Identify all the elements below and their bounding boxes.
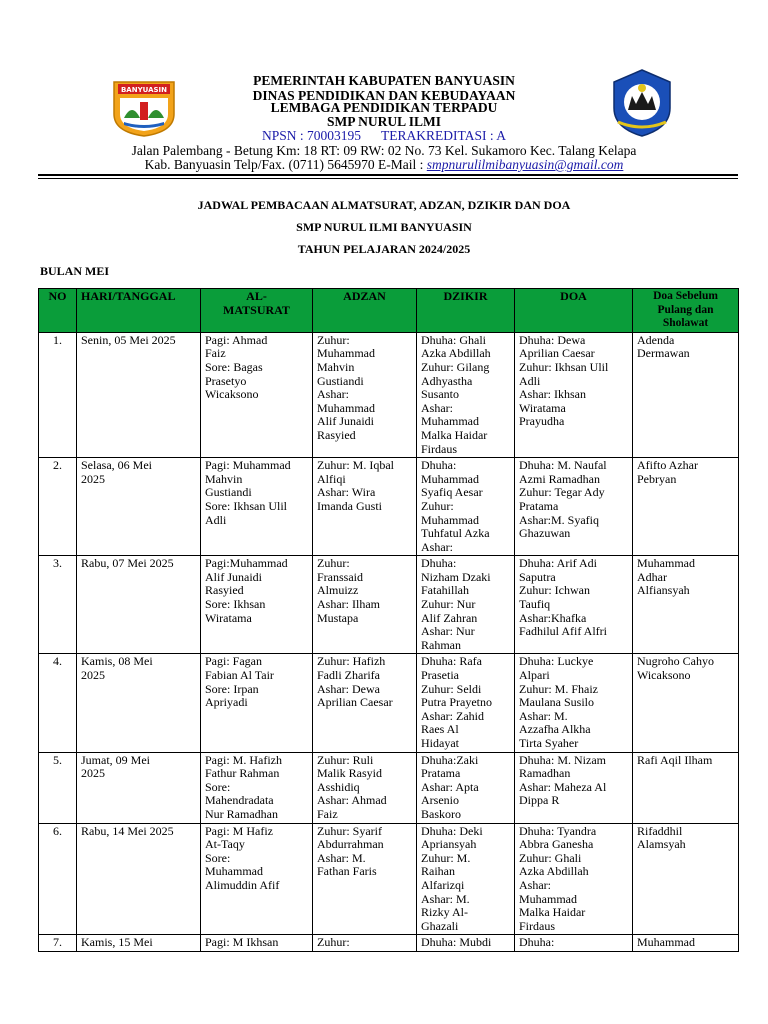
- row-adzan: Zuhur: Syarif Abdurrahman Ashar: M. Fathan Faris: [313, 823, 417, 935]
- row-doa: Dhuha: M. Nizam Ramadhan Ashar: Maheza Al Dippa R: [515, 752, 633, 823]
- row-pulang: Nugroho Cahyo Wicaksono: [633, 654, 739, 752]
- header-school-name: SMP NURUL ILMI: [326, 114, 441, 129]
- row-adzan: Zuhur: Muhammad Mahvin Gustiandi Ashar: Muhammad Alif Junaidi Rasyied: [313, 332, 417, 457]
- table-row: [39, 458, 739, 556]
- schedule-title: JADWAL PEMBACAAN ALMATSURAT, ADZAN, DZIKIR DAN DOA: [197, 198, 571, 212]
- row-dzikir: Dhuha:Zaki Pratama Ashar: Apta Arsenio Baskoro: [417, 752, 515, 823]
- row-pulang: Rifaddhil Alamsyah: [633, 823, 739, 935]
- row-almatsurat: Pagi: M Hafiz At-Taqy Sore: Muhammad Alimuddin Afif: [201, 823, 313, 935]
- row-almatsurat: Pagi: Muhammad Mahvin Gustiandi Sore: Ikhsan Ulil Adli: [201, 458, 313, 556]
- email-link[interactable]: smpnurulilmibanyuasin@gmail.com: [426, 157, 624, 172]
- row-almatsurat: Pagi:Muhammad Alif Junaidi Rasyied Sore: Ikhsan Wiratama: [201, 556, 313, 654]
- row-number: 1.: [39, 332, 77, 457]
- row-pulang: Adenda Dermawan: [633, 332, 739, 457]
- column-header: ADZAN: [313, 289, 417, 333]
- row-date: Selasa, 06 Mei 2025: [77, 458, 201, 556]
- row-doa: Dhuha:: [515, 935, 633, 952]
- npsn: NPSN : 70003195: [262, 128, 362, 143]
- row-adzan: Zuhur:: [313, 935, 417, 952]
- row-number: 3.: [39, 556, 77, 654]
- table-row: [39, 556, 739, 654]
- row-date: Rabu, 07 Mei 2025: [77, 556, 201, 654]
- accreditation: TERAKREDITASI : A: [381, 128, 506, 143]
- row-dzikir: Dhuha: Mubdi: [417, 935, 515, 952]
- schedule-table: [38, 288, 739, 952]
- row-number: 7.: [39, 935, 77, 952]
- header-institution: LEMBAGA PENDIDIKAN TERPADU: [270, 100, 498, 115]
- row-pulang: Rafi Aqil Ilham: [633, 752, 739, 823]
- row-adzan: Zuhur: Ruli Malik Rasyid Asshidiq Ashar: Ahmad Faiz: [313, 752, 417, 823]
- svg-text:BANYUASIN: BANYUASIN: [120, 86, 168, 94]
- row-pulang: Muhammad: [633, 935, 739, 952]
- table-row: [39, 935, 739, 952]
- row-number: 4.: [39, 654, 77, 752]
- row-date: Jumat, 09 Mei 2025: [77, 752, 201, 823]
- row-number: 5.: [39, 752, 77, 823]
- row-date: Rabu, 14 Mei 2025: [77, 823, 201, 935]
- schedule-school: SMP NURUL ILMI BANYUASIN: [296, 220, 472, 234]
- row-dzikir: Dhuha: Deki Apriansyah Zuhur: M. Raihan Alfarizqi Ashar: M. Rizky Al- Ghazali: [417, 823, 515, 935]
- row-almatsurat: Pagi: M. Hafizh Fathur Rahman Sore: Mahendradata Nur Ramadhan: [201, 752, 313, 823]
- row-almatsurat: Pagi: M Ikhsan: [201, 935, 313, 952]
- schedule-month: BULAN MEI: [40, 264, 110, 278]
- header-address: Jalan Palembang - Betung Km: 18 RT: 09 RW: 02 No. 73 Kel. Sukamoro Kec. Talang Kelapa: [131, 143, 637, 158]
- schedule-year: TAHUN PELAJARAN 2024/2025: [297, 242, 471, 256]
- column-header: DOA: [515, 289, 633, 333]
- row-doa: Dhuha: Dewa Aprilian Caesar Zuhur: Ikhsan Ulil Adli Ashar: Ikhsan Wiratama Prayudha: [515, 332, 633, 457]
- row-almatsurat: Pagi: Ahmad Faiz Sore: Bagas Prasetyo Wicaksono: [201, 332, 313, 457]
- header-contact: [0, 157, 768, 172]
- column-header: NO: [39, 289, 77, 333]
- row-pulang: Afifto Azhar Pebryan: [633, 458, 739, 556]
- header-divider-thin: [38, 178, 738, 179]
- table-row: [39, 752, 739, 823]
- table-row: [39, 332, 739, 457]
- column-header: DZIKIR: [417, 289, 515, 333]
- table-row: [39, 823, 739, 935]
- row-pulang: Muhammad Adhar Alfiansyah: [633, 556, 739, 654]
- table-header-row: [39, 289, 739, 333]
- row-dzikir: Dhuha: Ghali Azka Abdillah Zuhur: Gilang Adhyastha Susanto Ashar: Muhammad Malka Haidar Firdaus: [417, 332, 515, 457]
- row-adzan: Zuhur: Franssaid Almuizz Ashar: Ilham Mustapa: [313, 556, 417, 654]
- header-government: PEMERINTAH KABUPATEN BANYUASIN: [253, 73, 515, 88]
- row-adzan: Zuhur: M. Iqbal Alfiqi Ashar: Wira Imanda Gusti: [313, 458, 417, 556]
- header-department: DINAS PENDIDIKAN DAN KEBUDAYAAN: [252, 88, 516, 103]
- row-doa: Dhuha: Tyandra Abbra Ganesha Zuhur: Ghali Azka Abdillah Ashar: Muhammad Malka Haidar Firdaus: [515, 823, 633, 935]
- row-doa: Dhuha: Arif Adi Saputra Zuhur: Ichwan Taufiq Ashar:Khafka Fadhilul Afif Alfri: [515, 556, 633, 654]
- contact-text: Kab. Banyuasin Telp/Fax. (0711) 5645970 E-Mail :: [144, 157, 427, 172]
- row-dzikir: Dhuha: Nizham Dzaki Fatahillah Zuhur: Nur Alif Zahran Ashar: Nur Rahman: [417, 556, 515, 654]
- header-npsn-line: [0, 128, 768, 144]
- row-date: Senin, 05 Mei 2025: [77, 332, 201, 457]
- row-number: 2.: [39, 458, 77, 556]
- header-divider-thick: [38, 174, 738, 176]
- row-dzikir: Dhuha: Rafa Prasetia Zuhur: Seldi Putra Prayetno Ashar: Zahid Raes Al Hidayat: [417, 654, 515, 752]
- row-adzan: Zuhur: Hafizh Fadli Zharifa Ashar: Dewa Aprilian Caesar: [313, 654, 417, 752]
- column-header: AL- MATSURAT: [201, 289, 313, 333]
- table-row: [39, 654, 739, 752]
- row-almatsurat: Pagi: Fagan Fabian Al Tair Sore: Irpan Apriyadi: [201, 654, 313, 752]
- row-dzikir: Dhuha: Muhammad Syafiq Aesar Zuhur: Muhammad Tuhfatul Azka Ashar:: [417, 458, 515, 556]
- row-doa: Dhuha: M. Naufal Azmi Ramadhan Zuhur: Tegar Ady Pratama Ashar:M. Syafiq Ghazuwan: [515, 458, 633, 556]
- column-header: Doa Sebelum Pulang dan Sholawat: [633, 289, 739, 333]
- row-doa: Dhuha: Luckye Alpari Zuhur: M. Fhaiz Maulana Susilo Ashar: M. Azzafha Alkha Tirta Syaher: [515, 654, 633, 752]
- row-date: Kamis, 15 Mei: [77, 935, 201, 952]
- column-header: HARI/TANGGAL: [77, 289, 201, 333]
- row-date: Kamis, 08 Mei 2025: [77, 654, 201, 752]
- row-number: 6.: [39, 823, 77, 935]
